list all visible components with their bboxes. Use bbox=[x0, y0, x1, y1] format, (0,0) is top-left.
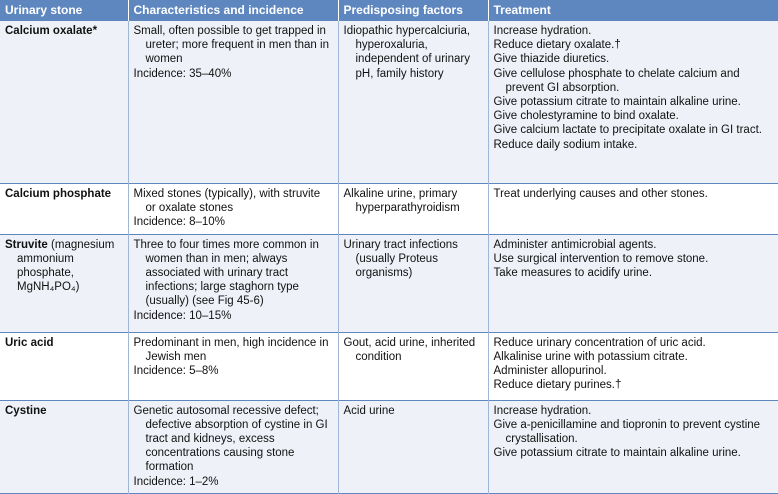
factors-cell bbox=[338, 183, 488, 234]
characteristics-cell bbox=[128, 400, 338, 493]
treatment-item: Use surgical intervention to remove stone. bbox=[493, 252, 709, 265]
stone-extra: (magnesium ammonium phosphate, MgNH₄PO₄) bbox=[17, 238, 115, 294]
stone-cell bbox=[0, 21, 128, 183]
table-row bbox=[0, 400, 778, 493]
factors-text: Urinary tract infections (usually Proteus organisms) bbox=[343, 238, 458, 279]
treatment-item: Give cholestyramine to bind oxalate. bbox=[493, 110, 679, 123]
treatment-item: Give potassium citrate to maintain alkaline urine. bbox=[493, 447, 741, 460]
treatment-item: Alkalinise urine with potassium citrate. bbox=[493, 350, 688, 363]
characteristics-text: Predominant in men, high incidence in Jewish men bbox=[133, 336, 329, 363]
header-urinary-stone: Urinary stone bbox=[0, 0, 128, 21]
factors-cell bbox=[338, 400, 488, 493]
header-characteristics: Characteristics and incidence bbox=[128, 0, 338, 21]
table-row bbox=[0, 332, 778, 400]
characteristics-cell bbox=[128, 21, 338, 183]
header-predisposing-factors: Predisposing factors bbox=[338, 0, 488, 21]
stone-cell bbox=[0, 332, 128, 400]
treatment-item: Increase hydration. bbox=[493, 25, 592, 37]
treatment-item: Give thiazide diuretics. bbox=[493, 53, 610, 66]
treatment-item: Reduce daily sodium intake. bbox=[493, 138, 638, 151]
characteristics-text: Small, often possible to get trapped in ureter; more frequent in men than in women bbox=[133, 25, 329, 66]
stone-cell bbox=[0, 234, 128, 332]
treatment-item: Administer antimicrobial agents. bbox=[493, 238, 657, 251]
characteristics-cell bbox=[128, 332, 338, 400]
incidence-text: Incidence: 10–15% bbox=[133, 309, 232, 322]
characteristics-text: Mixed stones (typically), with struvite or oxalate stones bbox=[133, 187, 321, 214]
factors-text: Idiopathic hypercalciuria, hyperoxaluria, independent of urinary pH, family history bbox=[343, 25, 471, 80]
treatment-item: Take measures to acidify urine. bbox=[493, 266, 653, 279]
stone-name: Struvite bbox=[5, 238, 48, 251]
characteristics-cell bbox=[128, 183, 338, 234]
factors-text: Acid urine bbox=[343, 404, 395, 417]
treatment-cell bbox=[488, 183, 778, 234]
treatment-item: Increase hydration. bbox=[493, 404, 592, 417]
treatment-cell bbox=[488, 21, 778, 183]
stone-name: Calcium phosphate bbox=[5, 187, 112, 200]
treatment-item: Give potassium citrate to maintain alkaline urine. bbox=[493, 96, 741, 109]
characteristics-text: Genetic autosomal recessive defect; defective absorption of cystine in GI tract and kidneys, excess concentrations causing stone formation bbox=[133, 404, 328, 474]
incidence-text: Incidence: 5–8% bbox=[133, 364, 219, 377]
stone-name: Calcium oxalate* bbox=[5, 25, 98, 37]
factors-cell bbox=[338, 234, 488, 332]
factors-cell bbox=[338, 21, 488, 183]
header-treatment: Treatment bbox=[488, 0, 778, 21]
treatment-item: Administer allopurinol. bbox=[493, 364, 607, 377]
stone-name: Uric acid bbox=[5, 336, 54, 349]
table-row bbox=[0, 234, 778, 332]
header-row bbox=[0, 0, 778, 21]
factors-text: Gout, acid urine, inherited condition bbox=[343, 336, 476, 363]
incidence-text: Incidence: 8–10% bbox=[133, 215, 225, 228]
stone-name: Cystine bbox=[5, 404, 47, 417]
treatment-item: Treat underlying causes and other stones. bbox=[493, 187, 708, 200]
treatment-item: Give a-penicillamine and tiopronin to prevent cystine crystallisation. bbox=[493, 418, 761, 445]
incidence-text: Incidence: 35–40% bbox=[133, 67, 232, 80]
characteristics-text: Three to four times more common in women than in men; always associated with urinary tract infections; large staghorn type (usually) (see Fig 45-6) bbox=[133, 238, 319, 308]
characteristics-cell bbox=[128, 234, 338, 332]
treatment-item: Give cellulose phosphate to chelate calcium and prevent GI absorption. bbox=[493, 67, 740, 94]
table-row bbox=[0, 183, 778, 234]
treatment-item: Give calcium lactate to precipitate oxalate in GI tract. bbox=[493, 124, 762, 137]
factors-text: Alkaline urine, primary hyperparathyroidism bbox=[343, 187, 460, 214]
stone-cell bbox=[0, 183, 128, 234]
treatment-cell bbox=[488, 400, 778, 493]
treatment-item: Reduce dietary oxalate.† bbox=[493, 39, 621, 52]
incidence-text: Incidence: 1–2% bbox=[133, 475, 219, 488]
factors-cell bbox=[338, 332, 488, 400]
stone-cell bbox=[0, 400, 128, 493]
treatment-item: Reduce dietary purines.† bbox=[493, 379, 622, 392]
table-row bbox=[0, 21, 778, 183]
treatment-item: Reduce urinary concentration of uric acid. bbox=[493, 336, 706, 349]
treatment-cell bbox=[488, 234, 778, 332]
treatment-cell bbox=[488, 332, 778, 400]
